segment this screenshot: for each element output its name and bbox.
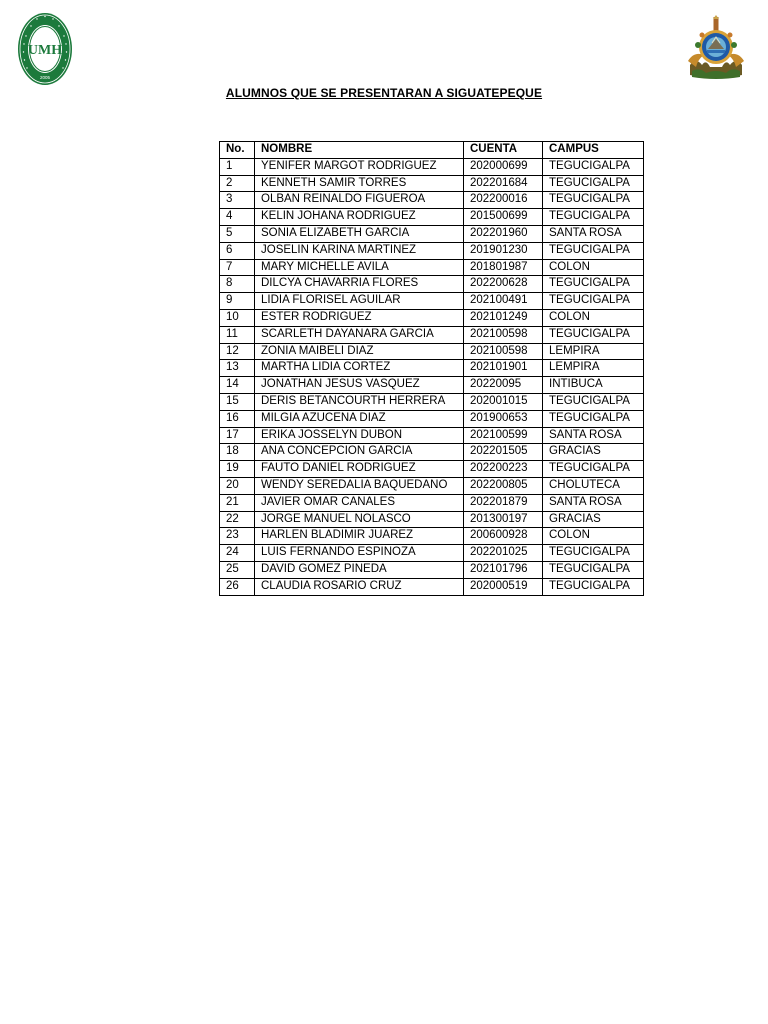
- table-row: [220, 561, 644, 578]
- cell-nombre: JONATHAN JESUS VASQUEZ: [255, 377, 464, 394]
- cell-campus: SANTA ROSA: [543, 427, 644, 444]
- cell-nombre: CLAUDIA ROSARIO CRUZ: [255, 578, 464, 595]
- cell-no: 16: [220, 410, 255, 427]
- cell-nombre: LIDIA FLORISEL AGUILAR: [255, 293, 464, 310]
- cell-campus: LEMPIRA: [543, 360, 644, 377]
- cell-nombre: ERIKA JOSSELYN DUBON: [255, 427, 464, 444]
- cell-cuenta: 202101249: [464, 309, 543, 326]
- cell-no: 21: [220, 494, 255, 511]
- cell-campus: COLON: [543, 259, 644, 276]
- cell-nombre: MILGIA AZUCENA DIAZ: [255, 410, 464, 427]
- cell-cuenta: 202201960: [464, 225, 543, 242]
- cell-cuenta: 201500699: [464, 209, 543, 226]
- cell-nombre: FAUTO DANIEL RODRIGUEZ: [255, 461, 464, 478]
- column-header-nombre: NOMBRE: [255, 142, 464, 159]
- cell-no: 7: [220, 259, 255, 276]
- cell-no: 13: [220, 360, 255, 377]
- cell-no: 2: [220, 175, 255, 192]
- cell-no: 5: [220, 225, 255, 242]
- table-row: [220, 444, 644, 461]
- cell-nombre: DILCYA CHAVARRIA FLORES: [255, 276, 464, 293]
- cell-no: 20: [220, 477, 255, 494]
- cell-no: 25: [220, 561, 255, 578]
- cell-campus: TEGUCIGALPA: [543, 461, 644, 478]
- cell-campus: TEGUCIGALPA: [543, 276, 644, 293]
- table-row: [220, 545, 644, 562]
- cell-cuenta: 201801987: [464, 259, 543, 276]
- cell-no: 24: [220, 545, 255, 562]
- cell-nombre: KELIN JOHANA RODRIGUEZ: [255, 209, 464, 226]
- cell-cuenta: 202201505: [464, 444, 543, 461]
- table-row: [220, 259, 644, 276]
- table-row: [220, 377, 644, 394]
- document-title-text: ALUMNOS QUE SE PRESENTARAN A SIGUATEPEQUE: [225, 86, 543, 100]
- cell-campus: GRACIAS: [543, 511, 644, 528]
- document-title: [0, 86, 768, 100]
- cell-nombre: ESTER RODRIGUEZ: [255, 309, 464, 326]
- cell-cuenta: 201901230: [464, 242, 543, 259]
- table-row: [220, 511, 644, 528]
- table-row: [220, 528, 644, 545]
- cell-nombre: OLBAN REINALDO FIGUEROA: [255, 192, 464, 209]
- table-row: [220, 242, 644, 259]
- cell-cuenta: 202101901: [464, 360, 543, 377]
- cell-no: 4: [220, 209, 255, 226]
- cell-nombre: DAVID GOMEZ PINEDA: [255, 561, 464, 578]
- cell-cuenta: 202100491: [464, 293, 543, 310]
- cell-campus: TEGUCIGALPA: [543, 393, 644, 410]
- cell-cuenta: 202200628: [464, 276, 543, 293]
- cell-no: 10: [220, 309, 255, 326]
- honduras-coat-of-arms-icon: [686, 15, 746, 81]
- cell-nombre: LUIS FERNANDO ESPINOZA: [255, 545, 464, 562]
- table-row: [220, 477, 644, 494]
- table-row: [220, 360, 644, 377]
- cell-cuenta: 202100598: [464, 326, 543, 343]
- cell-nombre: DERIS BETANCOURTH HERRERA: [255, 393, 464, 410]
- umh-university-logo: [17, 12, 73, 86]
- table-row: [220, 158, 644, 175]
- cell-cuenta: 202201025: [464, 545, 543, 562]
- cell-no: 6: [220, 242, 255, 259]
- cell-campus: TEGUCIGALPA: [543, 326, 644, 343]
- table-row: [220, 209, 644, 226]
- cell-no: 17: [220, 427, 255, 444]
- column-header-no: No.: [220, 142, 255, 159]
- honduras-coat-of-arms: [686, 15, 746, 81]
- table-row: [220, 326, 644, 343]
- cell-nombre: JOSELIN KARINA MARTINEZ: [255, 242, 464, 259]
- cell-no: 18: [220, 444, 255, 461]
- cell-campus: COLON: [543, 309, 644, 326]
- cell-nombre: ANA CONCEPCION GARCIA: [255, 444, 464, 461]
- cell-nombre: SONIA ELIZABETH GARCIA: [255, 225, 464, 242]
- logo-umh-text: UMH: [27, 43, 63, 58]
- cell-cuenta: 20220095: [464, 377, 543, 394]
- cell-no: 1: [220, 158, 255, 175]
- table-row: [220, 578, 644, 595]
- cell-nombre: YENIFER MARGOT RODRIGUEZ: [255, 158, 464, 175]
- cell-nombre: WENDY SEREDALIA BAQUEDANO: [255, 477, 464, 494]
- cell-campus: TEGUCIGALPA: [543, 242, 644, 259]
- cell-no: 22: [220, 511, 255, 528]
- cell-campus: TEGUCIGALPA: [543, 578, 644, 595]
- cell-cuenta: 202201879: [464, 494, 543, 511]
- cell-campus: LEMPIRA: [543, 343, 644, 360]
- cell-cuenta: 202000519: [464, 578, 543, 595]
- table-row: [220, 461, 644, 478]
- table-row: [220, 192, 644, 209]
- cell-nombre: ZONIA MAIBELI DIAZ: [255, 343, 464, 360]
- cell-no: 8: [220, 276, 255, 293]
- cell-nombre: MARTHA LIDIA CORTEZ: [255, 360, 464, 377]
- table-row: [220, 276, 644, 293]
- umh-university-seal-icon: [17, 12, 73, 86]
- cell-cuenta: 202000699: [464, 158, 543, 175]
- cell-no: 11: [220, 326, 255, 343]
- cell-no: 23: [220, 528, 255, 545]
- cell-nombre: JORGE MANUEL NOLASCO: [255, 511, 464, 528]
- cell-campus: TEGUCIGALPA: [543, 192, 644, 209]
- cell-no: 12: [220, 343, 255, 360]
- cell-campus: SANTA ROSA: [543, 494, 644, 511]
- cell-no: 9: [220, 293, 255, 310]
- column-header-campus: CAMPUS: [543, 142, 644, 159]
- cell-cuenta: 200600928: [464, 528, 543, 545]
- cell-no: 14: [220, 377, 255, 394]
- students-table: [219, 141, 644, 596]
- cell-cuenta: 202200805: [464, 477, 543, 494]
- table-header-row: [220, 142, 644, 159]
- cell-nombre: MARY MICHELLE AVILA: [255, 259, 464, 276]
- cell-campus: SANTA ROSA: [543, 225, 644, 242]
- cell-no: 19: [220, 461, 255, 478]
- cell-campus: TEGUCIGALPA: [543, 545, 644, 562]
- table-row: [220, 175, 644, 192]
- table-row: [220, 427, 644, 444]
- cell-campus: TEGUCIGALPA: [543, 410, 644, 427]
- table-row: [220, 494, 644, 511]
- cell-nombre: JAVIER OMAR CANALES: [255, 494, 464, 511]
- table-row: [220, 309, 644, 326]
- column-header-cuenta: CUENTA: [464, 142, 543, 159]
- table-row: [220, 343, 644, 360]
- table-body: [220, 158, 644, 595]
- cell-campus: TEGUCIGALPA: [543, 158, 644, 175]
- cell-cuenta: 202200016: [464, 192, 543, 209]
- cell-cuenta: 202101796: [464, 561, 543, 578]
- cell-campus: GRACIAS: [543, 444, 644, 461]
- cell-no: 26: [220, 578, 255, 595]
- cell-nombre: HARLEN BLADIMIR JUAREZ: [255, 528, 464, 545]
- table-row: [220, 293, 644, 310]
- cell-nombre: SCARLETH DAYANARA GARCIA: [255, 326, 464, 343]
- cell-no: 3: [220, 192, 255, 209]
- cell-campus: COLON: [543, 528, 644, 545]
- cell-campus: CHOLUTECA: [543, 477, 644, 494]
- table-row: [220, 225, 644, 242]
- cell-cuenta: 202100599: [464, 427, 543, 444]
- cell-cuenta: 202200223: [464, 461, 543, 478]
- cell-cuenta: 201300197: [464, 511, 543, 528]
- cell-campus: TEGUCIGALPA: [543, 561, 644, 578]
- cell-cuenta: 202201684: [464, 175, 543, 192]
- cell-nombre: KENNETH SAMIR TORRES: [255, 175, 464, 192]
- cell-no: 15: [220, 393, 255, 410]
- cell-campus: TEGUCIGALPA: [543, 175, 644, 192]
- cell-cuenta: 202100598: [464, 343, 543, 360]
- cell-campus: TEGUCIGALPA: [543, 209, 644, 226]
- table-row: [220, 393, 644, 410]
- logo-year-text: 2005: [39, 75, 51, 80]
- cell-campus: TEGUCIGALPA: [543, 293, 644, 310]
- table-row: [220, 410, 644, 427]
- cell-campus: INTIBUCA: [543, 377, 644, 394]
- cell-cuenta: 202001015: [464, 393, 543, 410]
- cell-cuenta: 201900653: [464, 410, 543, 427]
